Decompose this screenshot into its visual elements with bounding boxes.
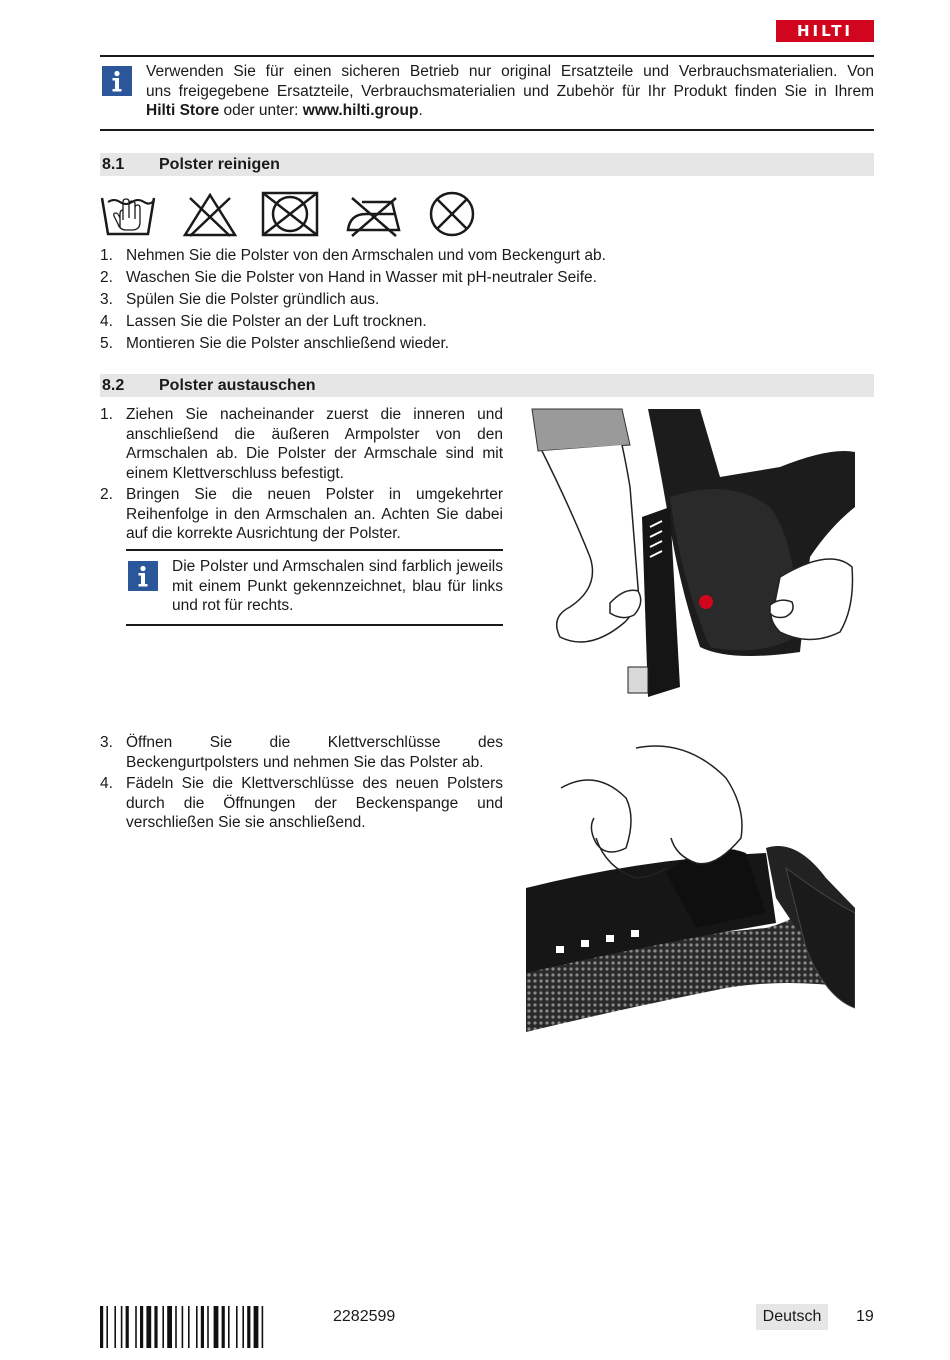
- barcode: [100, 1306, 322, 1348]
- step-number: 2.: [100, 269, 113, 286]
- step-number: 1.: [100, 406, 113, 423]
- step-text: Waschen Sie die Polster von Hand in Wasser mit pH-neutraler Seife.: [126, 269, 597, 286]
- step-text: Lassen Sie die Polster an der Luft trocknen.: [126, 313, 427, 330]
- step-text: Bringen Sie die neuen Polster in umgekehrter Reihenfolge in den Armschalen an. Achten Sie dabei auf die korrekte Ausrichtung der Polster.: [126, 486, 503, 542]
- no-tumble-dry-icon: [260, 190, 320, 238]
- notice-mid-text: oder unter:: [219, 102, 303, 119]
- step-text: Ziehen Sie nacheinander zuerst die inneren und anschließend die äußeren Armpolster von den Armschalen ab. Die Polster der Armschale sind mit einem Klettverschluss befestigt.: [126, 406, 503, 482]
- step-text: Montieren Sie die Polster anschließend wieder.: [126, 335, 450, 352]
- step-number: 4.: [100, 313, 113, 330]
- no-dry-clean-icon: [426, 190, 478, 238]
- replace-steps-1: [100, 405, 503, 544]
- note-top-rule: [126, 549, 503, 551]
- top-notice-text: [146, 62, 874, 121]
- notice-line-1: Verwenden Sie für einen sicheren Betrieb nur original Ersatzteile und Verbrauchsmaterialien. Von: [146, 63, 874, 80]
- step-number: 5.: [100, 335, 113, 352]
- hilti-url[interactable]: www.hilti.group: [302, 102, 419, 119]
- list-item: [100, 267, 874, 289]
- notice-line-2: uns freigegebene Ersatzteile, Verbrauchsmaterialien und Zubehör für Ihr Produkt finden Sie in Ihrem: [146, 82, 874, 100]
- section-8-2-heading: [100, 374, 874, 397]
- note-text: Die Polster und Armschalen sind farblich jeweils mit einem Punkt gekennzeichnet, blau für links und rot für rechts.: [172, 558, 503, 614]
- info-icon: [102, 66, 132, 96]
- list-item: [100, 405, 503, 483]
- section-title: Polster austauschen: [159, 377, 316, 394]
- list-item: [100, 733, 503, 772]
- list-item: [100, 311, 874, 333]
- info-icon: [128, 561, 158, 591]
- top-rule: [100, 55, 874, 57]
- list-item: [100, 333, 874, 355]
- step-number: 3.: [100, 291, 113, 308]
- step-number: 3.: [100, 734, 113, 751]
- section-8-1-heading: [100, 153, 874, 176]
- language-label: Deutsch: [756, 1304, 828, 1330]
- document-number: 2282599: [333, 1308, 396, 1325]
- page-number: 19: [856, 1308, 874, 1325]
- note-bottom-rule: [126, 624, 503, 626]
- section-title: Polster reinigen: [159, 156, 280, 173]
- hilti-logo: HILTI: [776, 20, 874, 42]
- notice-bottom-rule: [100, 129, 874, 131]
- section-number: 8.1: [102, 156, 125, 173]
- cleaning-steps: [100, 245, 874, 355]
- step-number: 2.: [100, 486, 113, 503]
- section-number: 8.2: [102, 377, 125, 394]
- step-text: Nehmen Sie die Polster von den Armschalen und vom Beckengurt ab.: [126, 247, 606, 264]
- list-item: [100, 245, 874, 267]
- list-item: [100, 485, 503, 544]
- no-iron-icon: [344, 192, 404, 238]
- hip-belt-illustration: [526, 738, 855, 1032]
- notice-end: .: [418, 102, 423, 119]
- no-bleach-icon: [182, 192, 238, 238]
- step-text: Spülen Sie die Polster gründlich aus.: [126, 291, 380, 308]
- list-item: [100, 289, 874, 311]
- step-text: Fädeln Sie die Klettverschlüsse des neuen Polsters durch die Öffnungen der Beckenspange und verschließen Sie sie anschließend.: [126, 775, 503, 831]
- step-text: Öffnen Sie die Klettverschlüsse des Beckengurtpolsters und nehmen Sie das Polster ab.: [126, 734, 503, 771]
- arm-pad-illustration: [530, 407, 855, 700]
- hand-wash-icon: [100, 192, 156, 238]
- notice-line-3: [146, 101, 874, 121]
- replace-steps-2: [100, 733, 503, 833]
- hilti-store-label: Hilti Store: [146, 102, 220, 119]
- list-item: [100, 774, 503, 833]
- step-number: 4.: [100, 775, 113, 792]
- step-number: 1.: [100, 247, 113, 264]
